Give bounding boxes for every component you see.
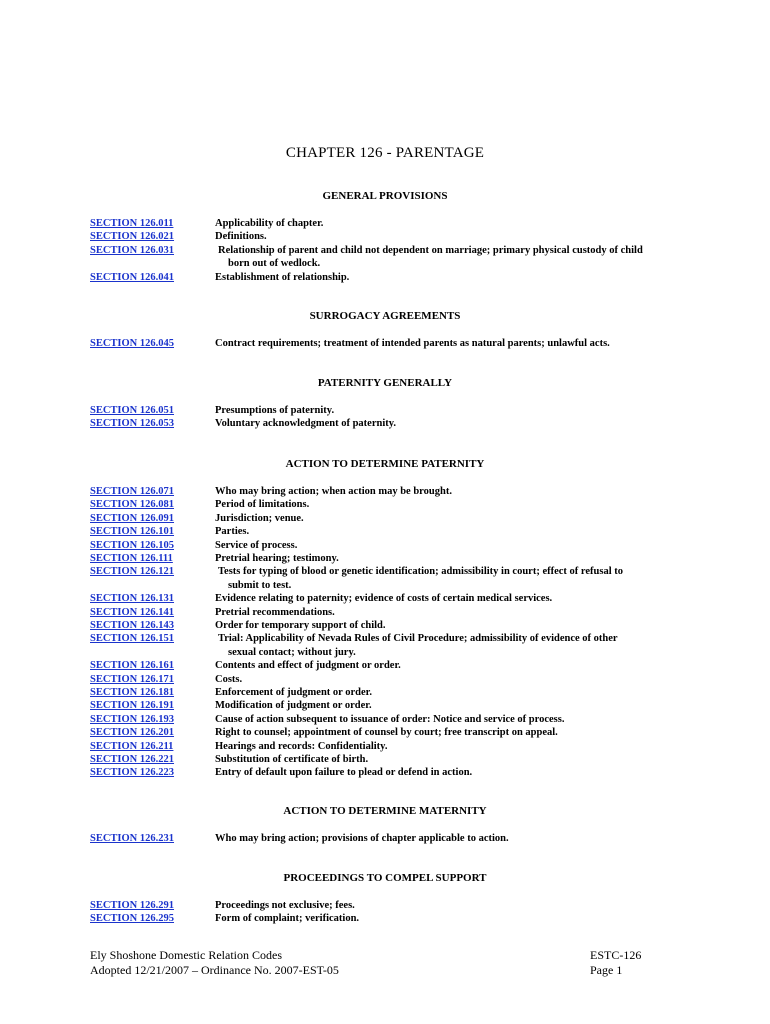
description-line: Contract requirements; treatment of intended parents as natural parents; unlawful acts.: [215, 338, 610, 349]
description-line: Costs.: [215, 673, 243, 685]
section-description: [215, 606, 680, 619]
section-link[interactable]: SECTION 126.193: [90, 713, 175, 725]
description-line: Trial: Applicability of Nevada Rules of Civil Procedure; admissibility of evidence of other: [218, 633, 618, 645]
section-description: [215, 713, 680, 726]
section-description: [218, 565, 680, 592]
section-link[interactable]: SECTION 126.231: [90, 833, 175, 844]
description-line: Hearings and records: Confidentiality.: [215, 740, 388, 752]
description-line: Period of limitations.: [215, 499, 310, 511]
section-description: [215, 740, 680, 753]
section-link[interactable]: SECTION 126.295: [90, 913, 175, 925]
description-line: Enforcement of judgment or order.: [215, 687, 372, 698]
section-description: [215, 337, 680, 350]
group-heading: SURROGACY AGREEMENTS: [309, 310, 461, 322]
section-link[interactable]: SECTION 126.111: [90, 553, 173, 564]
group-heading: ACTION TO DETERMINE PATERNITY: [285, 458, 485, 470]
section-description: [215, 699, 680, 712]
section-description: [215, 673, 680, 686]
section-description: [215, 271, 680, 284]
section-link[interactable]: SECTION 126.051: [90, 405, 175, 416]
description-line: Order for temporary support of child.: [215, 620, 386, 631]
description-line: Entry of default upon failure to plead or defend in action.: [215, 767, 473, 779]
description-line: Who may bring action; provisions of chapter applicable to action.: [215, 833, 509, 844]
section-link[interactable]: SECTION 126.121: [90, 566, 175, 578]
section-description: [215, 404, 680, 417]
section-description: [215, 552, 680, 565]
section-description: [215, 217, 680, 230]
section-link[interactable]: SECTION 126.105: [90, 539, 175, 551]
section-link[interactable]: SECTION 126.011: [90, 218, 174, 229]
description-line: Presumptions of paternity.: [215, 405, 335, 416]
section-description: [218, 632, 680, 659]
section-description: [215, 912, 680, 925]
section-description: [215, 686, 680, 699]
section-description: [215, 832, 680, 845]
description-line: Cause of action subsequent to issuance of order: Notice and service of process.: [215, 713, 565, 725]
section-link[interactable]: SECTION 126.081: [90, 499, 175, 511]
section-description: [215, 899, 680, 912]
description-line: Tests for typing of blood or genetic identification; admissibility in court; effect of refusal to: [218, 566, 623, 578]
description-continuation: sexual contact; without jury.: [228, 646, 356, 658]
section-link[interactable]: SECTION 126.021: [90, 231, 175, 243]
section-description: [215, 619, 680, 632]
description-line: Pretrial hearing; testimony.: [215, 553, 339, 564]
chapter-title: CHAPTER 126 - PARENTAGE: [285, 145, 485, 161]
section-link[interactable]: SECTION 126.181: [90, 687, 175, 698]
description-line: Pretrial recommendations.: [215, 606, 335, 618]
group-heading: PATERNITY GENERALLY: [317, 377, 453, 389]
description-line: Definitions.: [215, 231, 267, 243]
section-description: [215, 592, 680, 605]
section-description: [215, 659, 680, 672]
description-line: Contents and effect of judgment or order.: [215, 660, 401, 672]
description-line: Service of process.: [215, 539, 298, 551]
description-line: Modification of judgment or order.: [215, 700, 372, 712]
description-line: Relationship of parent and child not dependent on marriage; primary physical custody of child: [218, 244, 643, 256]
group-heading: PROCEEDINGS TO COMPEL SUPPORT: [283, 872, 487, 884]
description-line: Voluntary acknowledgment of paternity.: [215, 418, 397, 430]
section-link[interactable]: SECTION 126.211: [90, 740, 174, 752]
section-link[interactable]: SECTION 126.131: [90, 593, 175, 605]
section-link[interactable]: SECTION 126.041: [90, 271, 175, 283]
footer-code-id: ESTC-126: [590, 948, 642, 962]
section-link[interactable]: SECTION 126.161: [90, 660, 175, 672]
section-description: [215, 498, 680, 511]
description-line: Evidence relating to paternity; evidence of costs of certain medical services.: [215, 593, 553, 605]
section-link[interactable]: SECTION 126.223: [90, 767, 175, 779]
section-description: [215, 753, 680, 766]
section-description: [215, 512, 680, 525]
footer-adoption: Adopted 12/21/2007 – Ordinance No. 2007-EST-05: [90, 963, 339, 977]
footer-right: [590, 948, 641, 978]
description-continuation: born out of wedlock.: [228, 258, 321, 270]
footer-page-number: Page 1: [590, 963, 623, 977]
section-description: [215, 417, 680, 430]
group-heading: GENERAL PROVISIONS: [322, 190, 448, 202]
section-link[interactable]: SECTION 126.291: [90, 900, 175, 911]
description-line: Establishment of relationship.: [215, 271, 350, 283]
section-description: [215, 485, 680, 498]
group-heading: ACTION TO DETERMINE MATERNITY: [283, 805, 487, 817]
description-continuation: submit to test.: [228, 579, 292, 591]
section-link[interactable]: SECTION 126.091: [90, 512, 175, 524]
section-link[interactable]: SECTION 126.045: [90, 338, 175, 349]
description-line: Form of complaint; verification.: [215, 913, 360, 925]
section-link[interactable]: SECTION 126.201: [90, 727, 175, 739]
section-description: [218, 244, 680, 271]
section-description: [215, 539, 680, 552]
description-line: Parties.: [215, 526, 250, 538]
section-link[interactable]: SECTION 126.221: [90, 754, 175, 765]
section-link[interactable]: SECTION 126.143: [90, 620, 175, 631]
section-link[interactable]: SECTION 126.071: [90, 486, 175, 497]
description-line: Substitution of certificate of birth.: [215, 754, 369, 765]
section-description: [215, 766, 680, 779]
section-link[interactable]: SECTION 126.031: [90, 244, 175, 256]
footer-code-name: Ely Shoshone Domestic Relation Codes: [90, 948, 282, 962]
section-description: [215, 230, 680, 243]
description-line: Jurisdiction; venue.: [215, 512, 304, 524]
section-link[interactable]: SECTION 126.151: [90, 633, 175, 645]
section-link[interactable]: SECTION 126.053: [90, 418, 175, 430]
section-link[interactable]: SECTION 126.171: [90, 673, 175, 685]
section-link[interactable]: SECTION 126.141: [90, 606, 175, 618]
section-link[interactable]: SECTION 126.191: [90, 700, 175, 712]
footer-left: [90, 948, 339, 978]
description-line: Who may bring action; when action may be brought.: [215, 486, 452, 497]
section-description: [215, 726, 680, 739]
section-link[interactable]: SECTION 126.101: [90, 526, 175, 538]
description-line: Proceedings not exclusive; fees.: [215, 900, 355, 911]
description-line: Applicability of chapter.: [215, 218, 324, 229]
description-line: Right to counsel; appointment of counsel by court; free transcript on appeal.: [215, 727, 558, 739]
section-description: [215, 525, 680, 538]
